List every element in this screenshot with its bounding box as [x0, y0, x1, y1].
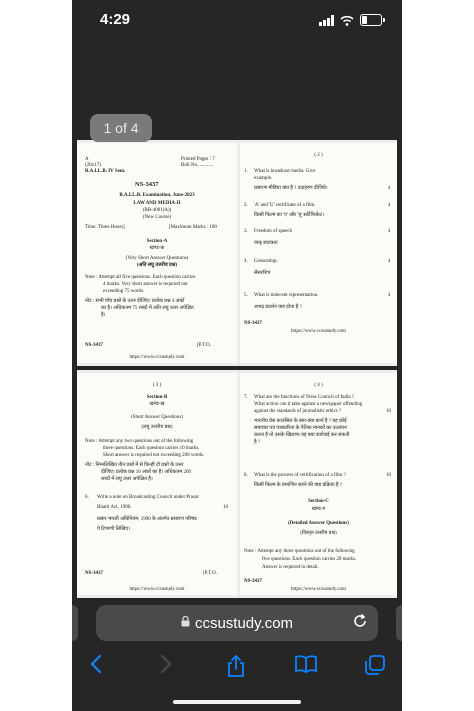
footer-url[interactable]: https://www.ccsustudy.com: [129, 587, 185, 592]
subject-code: (BB-4001(A)): [142, 208, 172, 213]
question-text-hindi: प्रसारण मीडिया क्या है ? उदाहरण दीजिये।: [254, 186, 328, 191]
question-type-hindi: (लघु उत्तरीय प्रश्न): [141, 425, 173, 430]
question-text: Bharti Act, 1990.: [97, 505, 132, 510]
page-indicator: 1 of 4: [90, 114, 152, 142]
footer-code: NS-3437: [244, 321, 263, 326]
question-marks: 10: [223, 505, 228, 510]
question-text: Censorship.: [254, 259, 278, 264]
question-text: What is indecent representation.: [254, 293, 319, 298]
question-text-hindi: करता है तो उसके खिलाफ यह क्या कार्रवाई कर सकती: [254, 433, 350, 438]
header-line: B.A.LL.B. IV Sem.: [85, 169, 126, 174]
url-text: ccsustudy.com: [194, 614, 294, 632]
pdf-page-4: [240, 373, 397, 595]
battery-icon: [360, 14, 382, 26]
footer-pto: [P.T.O.: [203, 571, 217, 576]
question-text-hindi: भारतीय प्रेस काउंसिल के क्या-क्या कार्य है ? यह कोई: [254, 419, 347, 424]
note-line: Note : Attempt any two questions out of the following: [85, 439, 194, 444]
pdf-spread-1[interactable]: [77, 140, 397, 366]
wifi-icon: [340, 15, 354, 26]
question-type: (Detailed Answer Questions): [288, 521, 349, 526]
note-line: Note : Attempt all five questions. Each question carries: [85, 275, 196, 280]
question-text-hindi: प्रसार भारती अधिनियम, 1990 के अंतर्गत प्रसारण परिषद: [97, 517, 197, 522]
left-margin: [0, 0, 72, 711]
address-bar[interactable]: [96, 605, 378, 641]
time-allowed: Time: Three Hours]: [85, 225, 125, 230]
printed-pages: Printed Pages : 7: [181, 157, 215, 162]
footer-url[interactable]: https://www.ccsustudy.com: [291, 329, 346, 334]
pdf-spread-2[interactable]: [77, 370, 397, 598]
home-indicator[interactable]: [173, 700, 301, 704]
cellular-signal-icon: [319, 15, 334, 26]
question-text: against the standards of journalistic ethics ?: [254, 409, 342, 414]
reload-icon[interactable]: [352, 613, 368, 634]
question-text-hindi: पे टिप्पणी लिखिए।: [97, 527, 131, 532]
question-type-hindi: (अति लघु उत्तरीय प्रश्न): [136, 263, 178, 268]
footer-url[interactable]: https://www.ccsustudy.com: [129, 355, 185, 360]
paper-title: LAW AND MEDIA-II: [133, 201, 181, 206]
note-line: three questions. Each question carries 10 marks.: [103, 446, 200, 451]
question-text-hindi: सेंसरशिप: [254, 271, 271, 276]
pdf-page-1: [77, 143, 237, 363]
note-hindi-line: है।: [101, 313, 106, 318]
question-text: 'A' and 'U' certificate of a film.: [254, 203, 316, 208]
question-text-hindi: वाक् स्वतंत्रता: [254, 241, 278, 246]
section-heading: Section-B: [146, 395, 168, 400]
question-number: 1.: [244, 169, 248, 174]
status-time: 4:29: [100, 11, 131, 28]
question-marks: 10: [386, 409, 391, 414]
chevron-left-icon[interactable]: [90, 654, 102, 680]
exam-title: B.A.LL.B. Examination, June-2023: [119, 193, 195, 198]
question-text: What is the process of certification of a film ?: [254, 473, 346, 478]
note-line: 4 marks. Very short answer is required not: [103, 282, 188, 287]
page-number: ( 3 ): [152, 383, 162, 388]
question-type: (Short Answer Questions): [131, 415, 183, 420]
browser-toolbar: [72, 648, 402, 688]
question-number: 7.: [244, 395, 248, 400]
question-number: 6.: [85, 495, 89, 500]
question-text-hindi: समाचार पत्र पत्रकारिता के नैतिक मानकों का उल्लंघन: [254, 426, 347, 431]
footer-code: NS-3437: [244, 579, 263, 584]
footer-code: NS-3437: [85, 571, 104, 576]
question-number: 5.: [244, 293, 248, 298]
question-marks: 4: [388, 259, 391, 264]
previous-tab-peek[interactable]: [72, 605, 78, 641]
roll-no: Roll No. ...........: [181, 163, 214, 168]
question-number: 3.: [244, 229, 248, 234]
question-text: example.: [254, 176, 273, 181]
section-heading: Section-C: [308, 499, 329, 504]
next-tab-peek[interactable]: [396, 605, 402, 641]
share-icon[interactable]: [226, 654, 246, 684]
question-marks: 4: [388, 293, 391, 298]
question-text-hindi: अभद्र प्रदर्शन क्या होता है ?: [254, 305, 302, 310]
paper-code: NS-3437: [135, 181, 159, 188]
note-hindi-line: नोट : निम्नलिखित तीन प्रश्नों में से किन्हीं दो प्रश्नों के उत्तर: [85, 463, 184, 468]
right-margin: [402, 0, 474, 711]
question-number: 2.: [244, 203, 248, 208]
chevron-right-icon[interactable]: [160, 654, 172, 680]
note-hindi-line: का है। अधिकतम 75 शब्दों में अति लघु उत्तर अपेक्षित: [101, 306, 194, 311]
note-hindi-line: नोट : सभी पाँच प्रश्नों के उत्तर दीजिए। प्रत्येक प्रश्न 4 अंकों: [85, 299, 185, 304]
question-marks: 10: [386, 473, 391, 478]
question-text: Freedom of speech: [254, 229, 293, 234]
question-text: Write a note on Broadcasting Council under Prasar: [97, 495, 199, 500]
question-marks: 4: [388, 203, 391, 208]
section-heading-hindi: खण्ड-क: [149, 246, 165, 251]
section-heading: Section-A: [146, 239, 168, 244]
max-marks: [Maximum Marks : 100: [169, 225, 217, 230]
question-text: What are the functions of Press Council of India ?: [254, 395, 355, 400]
note-hindi-line: शब्दों में लघु उत्तर अपेक्षित है।: [101, 477, 153, 482]
header-line: A: [85, 157, 89, 162]
question-marks: 4: [388, 186, 391, 191]
status-bar: [72, 0, 402, 40]
question-text: What is broadcast media. Give: [254, 169, 316, 174]
page-number: ( 2 ): [314, 153, 323, 158]
footer-pto: [P.T.O.: [197, 343, 211, 348]
question-number: 8.: [244, 473, 248, 478]
tabs-icon[interactable]: [364, 654, 386, 682]
question-text-hindi: किसी फिल्म के प्रमाणित करने की क्या प्रक्रिया है ?: [254, 483, 342, 488]
footer-url[interactable]: https://www.ccsustudy.com: [291, 587, 346, 592]
status-icons: [319, 14, 382, 26]
note-line: five questions. Each question carries 20 marks.: [262, 557, 357, 562]
section-heading-hindi: खण्ड-ख: [149, 402, 165, 407]
question-text-hindi: है ?: [254, 440, 261, 445]
note-line: Note : Attempt any three questions out of the following: [244, 549, 355, 554]
footer-code: NS-3437: [85, 343, 104, 348]
note-line: exceeding 75 words.: [103, 289, 145, 294]
question-type: (Very Short Answer Questions): [125, 256, 189, 261]
note-hindi-line: दीजिए। प्रत्येक प्रश्न 10 अंकों का है। अधिकतम 200: [101, 470, 192, 475]
pdf-page-3: [77, 373, 237, 595]
course: (New Course): [142, 215, 172, 220]
question-text-hindi: किसी फिल्म का 'ए' और 'यू' सर्टिफिकेट।: [254, 213, 324, 218]
question-marks: 4: [388, 229, 391, 234]
question-type-hindi: (विस्तृत उत्तरीय प्रश्न): [300, 531, 337, 536]
lock-icon: [181, 616, 190, 630]
section-heading-hindi: खण्ड-ग: [311, 507, 326, 512]
page-number: ( 4 ): [314, 383, 323, 388]
phone-screen: [72, 0, 402, 711]
note-line: Short answer is required not exceeding 200 words.: [103, 453, 205, 458]
question-number: 4.: [244, 259, 248, 264]
book-icon[interactable]: [294, 654, 318, 680]
pdf-page-2: [240, 143, 397, 363]
note-line: Answer is required in detail.: [262, 565, 319, 570]
header-line: (20x17): [85, 163, 101, 168]
question-text: What action can it take against a newspaper offending: [254, 402, 363, 407]
